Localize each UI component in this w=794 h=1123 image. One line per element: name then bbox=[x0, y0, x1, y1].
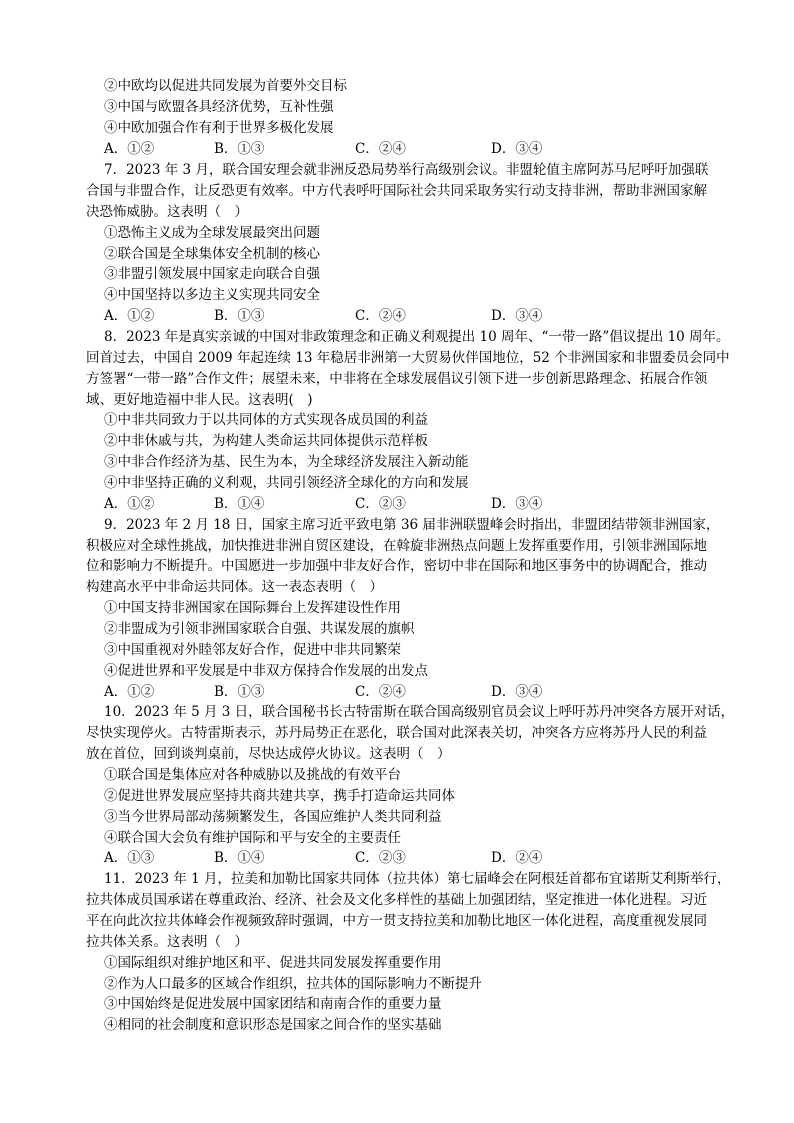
q11-option-1: ①国际组织对维护地区和平、促进共同发展发挥重要作用 bbox=[104, 955, 442, 971]
q7-option-3: ③非盟引领发展中国家走向联合自强 bbox=[104, 266, 320, 282]
q8-option-2: ②中非休戚与共，为构建人类命运共同体提供示范样板 bbox=[104, 433, 428, 449]
q11-option-4: ④相同的社会制度和意识形态是国家之间合作的坚实基础 bbox=[104, 1017, 442, 1033]
q9-answer-d: D．③④ bbox=[491, 684, 543, 700]
q6-option-2: ②中欧均以促进共同发展为首要外交目标 bbox=[104, 78, 347, 94]
q9-stem-line-1: 9．2023 年 2 月 18 日，国家主席习近平致电第 36 届非洲联盟峰会时指出，非盟团结带领非洲国家， bbox=[104, 517, 720, 533]
q10-stem-line-1: 10．2023 年 5 月 3 日，联合国秘书长古特雷斯在联合国高级别官员会议上呼吁苏丹冲突各方展开对话， bbox=[104, 704, 735, 720]
q7-answer-a: A．①② bbox=[104, 308, 155, 324]
q10-answer-b: B．①④ bbox=[214, 850, 265, 866]
q10-option-2: ②促进世界发展应坚持共商共建共享，携手打造命运共同体 bbox=[104, 788, 455, 804]
q7-option-4: ④中国坚持以多边主义实现共同安全 bbox=[104, 287, 320, 303]
q11-option-3: ③中国始终是促进发展中国家团结和南南合作的重要力量 bbox=[104, 996, 442, 1012]
q10-answer-c: C．②③ bbox=[355, 850, 406, 866]
q8-answer-b: B．①④ bbox=[214, 496, 265, 512]
q11-stem-line-2: 拉共体成员国承诺在尊重政治、经济、社会及文化多样性的基础上加强团结，坚定推进一体化进程。习近 bbox=[86, 892, 707, 908]
q9-stem-line-2: 积极应对全球性挑战，加快推进非洲自贸区建设，在斡旋非洲热点问题上发挥重要作用，引领非洲国际地 bbox=[86, 538, 707, 554]
q8-answer-c: C．②③ bbox=[355, 496, 406, 512]
q9-option-1: ①中国支持非洲国家在国际舞台上发挥建设性作用 bbox=[104, 600, 401, 616]
q7-answer-b: B．①③ bbox=[214, 308, 265, 324]
q7-option-1: ①恐怖主义成为全球发展最突出问题 bbox=[104, 225, 320, 241]
q9-stem-line-4: 构建高水平中非命运共同体。这一表态表明（ ） bbox=[86, 579, 383, 595]
q7-option-2: ②联合国是全球集体安全机制的核心 bbox=[104, 246, 320, 262]
q8-answer-a: A．①② bbox=[104, 496, 155, 512]
q10-answer-a: A．①③ bbox=[104, 850, 155, 866]
q8-answer-d: D．③④ bbox=[491, 496, 543, 512]
q6-answer-a: A．①② bbox=[104, 141, 155, 157]
q10-stem-line-2: 尽快实现停火。古特雷斯表示，苏丹局势正在恶化，联合国对此深表关切，冲突各方应将苏丹人民的利益 bbox=[86, 725, 707, 741]
q9-option-4: ④促进世界和平发展是中非双方保持合作发展的出发点 bbox=[104, 663, 428, 679]
q8-option-1: ①中非共同致力于以共同体的方式实现各成员国的利益 bbox=[104, 412, 428, 428]
q9-stem-line-3: 位和影响力不断提升。中国愿进一步加强中非友好合作，密切中非在国际和地区事务中的协调配合，推动 bbox=[86, 558, 707, 574]
q8-option-3: ③中非合作经济为基、民生为本，为全球经济发展注入新动能 bbox=[104, 454, 469, 470]
q6-option-4: ④中欧加强合作有利于世界多极化发展 bbox=[104, 120, 334, 136]
q9-answer-b: B．①③ bbox=[214, 684, 265, 700]
q7-stem-line-2: 合国与非盟合作，让反恐更有效率。中方代表呼吁国际社会共同采取务实行动支持非洲，帮助非洲国家解 bbox=[86, 183, 707, 199]
q8-stem-line-2: 回首过去，中国自 2009 年起连续 13 年稳居非洲第一大贸易伙伴国地位，52 个非洲国家和非盟委员会同中 bbox=[86, 350, 730, 366]
q10-option-1: ①联合国是集体应对各种威胁以及挑战的有效平台 bbox=[104, 767, 401, 783]
q9-option-3: ③中国重视对外睦邻友好合作，促进中非共同繁荣 bbox=[104, 642, 401, 658]
q8-stem-line-4: 域、更好地造福中非人民。这表明( ) bbox=[86, 392, 313, 408]
q11-stem-line-3: 平在向此次拉共体峰会作视频致辞时强调，中方一贯支持拉美和加勒比地区一体化进程，高度重视发展同 bbox=[86, 913, 707, 929]
q8-stem-line-3: 方签署“一带一路”合作文件；展望未来，中非将在全球发展倡议引领下进一步创新思路理念、拓展合作领 bbox=[86, 371, 708, 387]
q7-answer-c: C．②④ bbox=[355, 308, 406, 324]
q7-stem-line-1: 7．2023 年 3 月，联合国安理会就非洲反恐局势举行高级别会议。非盟轮值主席阿苏马尼呼吁加强联 bbox=[104, 162, 709, 178]
q10-option-3: ③当今世界局部动荡频繁发生，各国应维护人类共同利益 bbox=[104, 809, 442, 825]
q11-stem-line-4: 拉共体关系。这表明（ ） bbox=[86, 934, 248, 950]
q9-option-2: ②非盟成为引领非洲国家联合自强、共谋发展的旗帜 bbox=[104, 621, 415, 637]
q11-option-2: ②作为人口最多的区域合作组织，拉共体的国际影响力不断提升 bbox=[104, 976, 482, 992]
q11-stem-line-1: 11．2023 年 1 月，拉美和加勒比国家共同体（拉共体）第七届峰会在阿根廷首都布宜诺斯艾利斯举行， bbox=[104, 871, 731, 887]
q7-answer-d: D．③④ bbox=[491, 308, 543, 324]
q6-option-3: ③中国与欧盟各具经济优势，互补性强 bbox=[104, 99, 334, 115]
q10-answer-d: D．②④ bbox=[491, 850, 543, 866]
q7-stem-line-3: 决恐怖威胁。这表明（ ） bbox=[86, 204, 248, 220]
q8-stem-line-1: 8．2023 年是真实亲诚的中国对非政策理念和正确义利观提出 10 周年、“一带一路”倡议提出 10 周年。 bbox=[104, 329, 730, 345]
q9-answer-c: C．②④ bbox=[355, 684, 406, 700]
q6-answer-d: D．③④ bbox=[491, 141, 543, 157]
q10-option-4: ④联合国大会负有维护国际和平与安全的主要责任 bbox=[104, 830, 401, 846]
q6-answer-b: B．①③ bbox=[214, 141, 265, 157]
q8-option-4: ④中非坚持正确的义利观，共同引领经济全球化的方向和发展 bbox=[104, 475, 469, 491]
q6-answer-c: C．②④ bbox=[355, 141, 406, 157]
q10-stem-line-3: 放在首位，回到谈判桌前，尽快达成停火协议。这表明（ ） bbox=[86, 746, 451, 762]
q9-answer-a: A．①② bbox=[104, 684, 155, 700]
